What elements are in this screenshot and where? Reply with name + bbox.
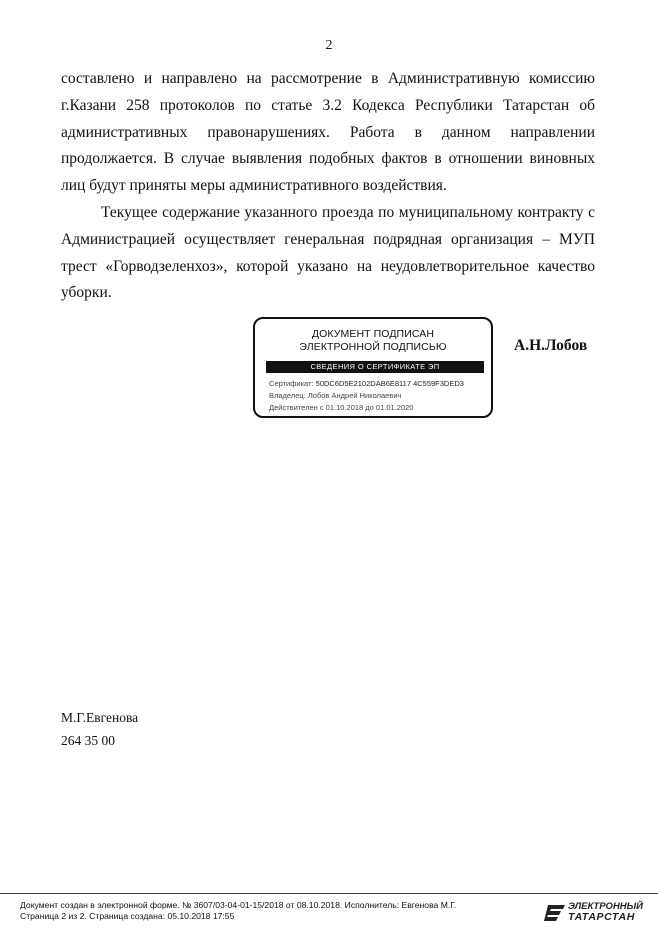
electronic-signature-stamp bbox=[253, 317, 493, 418]
stamp-title bbox=[255, 328, 491, 353]
stamp-validity-line: Действителен с 01.10.2018 до 01.01.2020 bbox=[269, 403, 414, 412]
paragraph-2: Текущее содержание указанного проезда по муниципальному контракту с Администрацией осуществляет генеральная подрядная организация – МУП трест «Горводзеленхоз», которой указано на неудовлетворительное качество уборки. bbox=[61, 203, 595, 302]
stamp-certificate-line bbox=[269, 379, 464, 388]
certificate-value: 50DC6D5E2102DAB6E8117 4C559F3DED3 bbox=[315, 379, 464, 388]
logo-mark-icon bbox=[544, 901, 566, 923]
stamp-title-line-1: ДОКУМЕНТ ПОДПИСАН bbox=[311, 328, 435, 340]
owner-value: Лобов Андрей Николаевич bbox=[307, 391, 402, 400]
stamp-owner-line bbox=[269, 391, 401, 400]
logo-text-line-1: ЭЛЕКТРОННЫЙ bbox=[568, 901, 643, 912]
footer-divider bbox=[0, 893, 658, 894]
logo-text-line-2: ТАТАРСТАН bbox=[568, 911, 635, 923]
footer-line-2: Страница 2 из 2. Страница создана: 05.10.2018 17:55 bbox=[20, 911, 235, 921]
signer-name: А.Н.Лобов bbox=[514, 337, 588, 354]
contact-name: М.Г.Евгенова bbox=[61, 710, 139, 725]
electronic-tatarstan-logo bbox=[544, 901, 643, 923]
paragraph-1: составлено и направлено на рассмотрение в Административную комиссию г.Казани 258 протоколов по статье 3.2 Кодекса Республики Татарстан об административных правонарушениях. Работа в данном направлении продолжается. В случае выявления подобных фактов в отношении виновных лиц будут приняты меры административного воздействия. bbox=[61, 70, 595, 195]
stamp-certificate-bar: СВЕДЕНИЯ О СЕРТИФИКАТЕ ЭП bbox=[266, 361, 484, 373]
certificate-label: Сертификат: bbox=[269, 379, 314, 388]
footer-info bbox=[20, 900, 456, 922]
owner-label: Владелец: bbox=[269, 391, 306, 400]
stamp-title-line-2: ЭЛЕКТРОННОЙ ПОДПИСЬЮ bbox=[299, 340, 447, 353]
footer-line-1: Документ создан в электронной форме. № 3607/03-04-01-15/2018 от 08.10.2018. Исполнитель: Евгенова М.Г. bbox=[20, 900, 457, 910]
page-number: 2 bbox=[325, 38, 333, 53]
document-body bbox=[61, 66, 595, 307]
contact-phone: 264 35 00 bbox=[61, 733, 115, 748]
